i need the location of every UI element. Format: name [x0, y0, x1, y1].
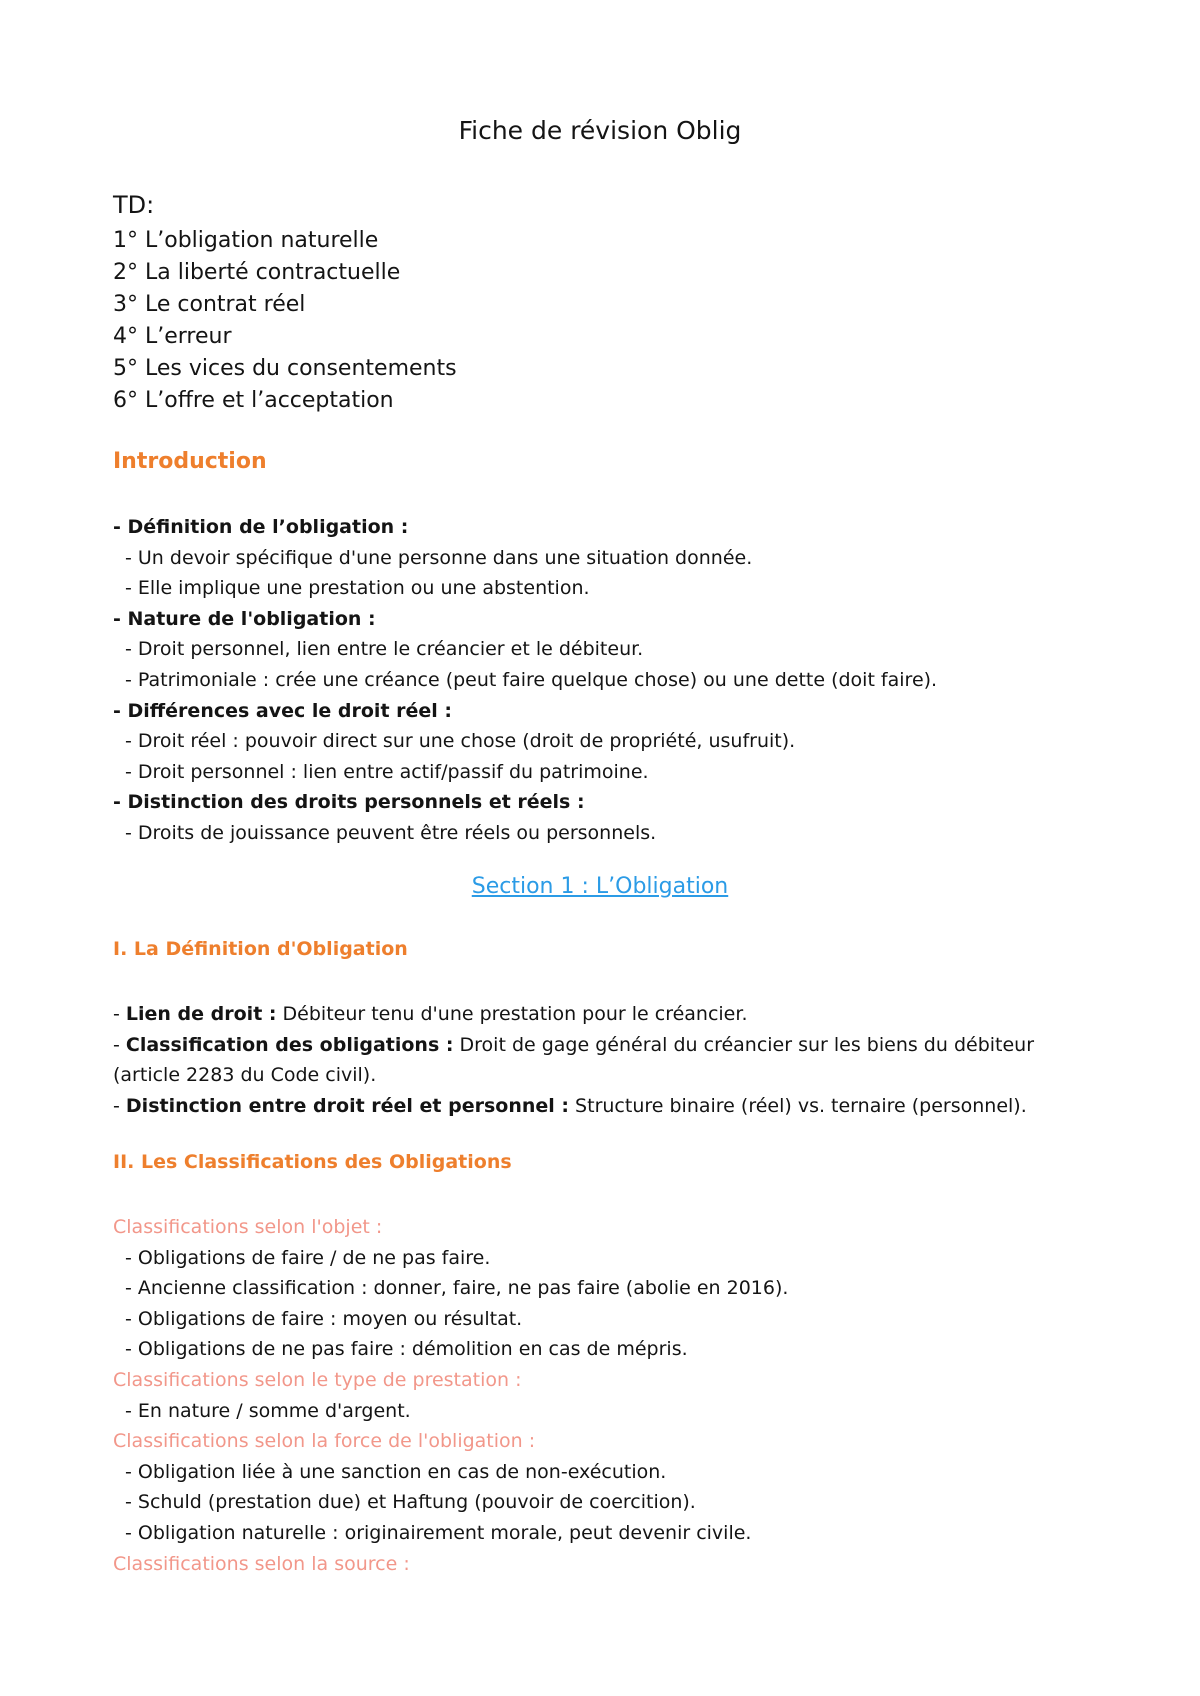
- lien-de-droit-line: - Lien de droit : Débiteur tenu d'une prestation pour le créancier.: [113, 1003, 748, 1025]
- classifications-part-heading: II. Les Classifications des Obligations: [113, 1151, 512, 1173]
- td-item: 4° L’erreur: [113, 324, 232, 349]
- nature-line: - Droit personnel, lien entre le créancier et le débiteur.: [125, 638, 644, 661]
- objet-line: - Obligations de faire : moyen ou résultat.: [125, 1307, 523, 1330]
- distinction-line: - Droits de jouissance peuvent être réels ou personnels.: [125, 821, 657, 844]
- classifications-part-content: [113, 1212, 788, 1579]
- prestation-subheading: Classifications selon le type de prestation :: [113, 1368, 522, 1391]
- definition-part-content: [113, 999, 1073, 1121]
- force-line: - Schuld (prestation due) et Haftung (pouvoir de coercition).: [125, 1491, 696, 1514]
- differences-label: - Différences avec le droit réel :: [113, 699, 453, 722]
- td-item: 6° L’offre et l’acceptation: [113, 388, 394, 413]
- nature-label: - Nature de l'obligation :: [113, 607, 376, 630]
- prestation-line: - En nature / somme d'argent.: [125, 1399, 411, 1422]
- force-line: - Obligation naturelle : originairement morale, peut devenir civile.: [125, 1521, 752, 1544]
- td-item: 3° Le contrat réel: [113, 292, 306, 317]
- td-item: 1° L’obligation naturelle: [113, 228, 379, 253]
- introduction-content: [113, 512, 937, 849]
- classification-line: - Classification des obligations : Droit de gage général du créancier sur les biens du débiteur (article 2283 du Code civil).: [113, 1033, 1035, 1087]
- definition-line: - Elle implique une prestation ou une abstention.: [125, 577, 590, 600]
- td-item: 2° La liberté contractuelle: [113, 260, 401, 285]
- definition-line: - Un devoir spécifique d'une personne dans une situation donnée.: [125, 546, 753, 569]
- definition-part-heading: I. La Définition d'Obligation: [113, 938, 408, 960]
- td-list: [113, 225, 457, 417]
- objet-line: - Ancienne classification : donner, faire, ne pas faire (abolie en 2016).: [125, 1277, 789, 1300]
- td-block: [113, 190, 457, 417]
- force-subheading: Classifications selon la force de l'obligation :: [113, 1430, 536, 1453]
- section-1-heading: [0, 874, 1200, 899]
- td-heading: TD:: [113, 191, 155, 219]
- nature-line: - Patrimoniale : crée une créance (peut faire quelque chose) ou une dette (doit faire).: [125, 668, 938, 691]
- objet-line: - Obligations de ne pas faire : démolition en cas de mépris.: [125, 1338, 688, 1361]
- section-1-link[interactable]: Section 1 : L’Obligation: [471, 874, 729, 899]
- differences-line: - Droit personnel : lien entre actif/passif du patrimoine.: [125, 760, 649, 783]
- objet-line: - Obligations de faire / de ne pas faire.: [125, 1246, 491, 1269]
- definition-label: - Définition de l’obligation :: [113, 516, 409, 538]
- objet-subheading: Classifications selon l'objet :: [113, 1216, 383, 1238]
- differences-line: - Droit réel : pouvoir direct sur une chose (droit de propriété, usufruit).: [125, 730, 796, 753]
- force-line: - Obligation liée à une sanction en cas de non-exécution.: [125, 1460, 667, 1483]
- distinction-label: - Distinction des droits personnels et réels :: [113, 791, 585, 814]
- document-title: Fiche de révision Oblig: [458, 116, 742, 145]
- introduction-heading: Introduction: [113, 449, 267, 474]
- source-subheading: Classifications selon la source :: [113, 1552, 410, 1575]
- td-item: 5° Les vices du consentements: [113, 356, 457, 381]
- distinction-reel-personnel-line: - Distinction entre droit réel et personnel : Structure binaire (réel) vs. ternaire (personnel).: [113, 1094, 1027, 1117]
